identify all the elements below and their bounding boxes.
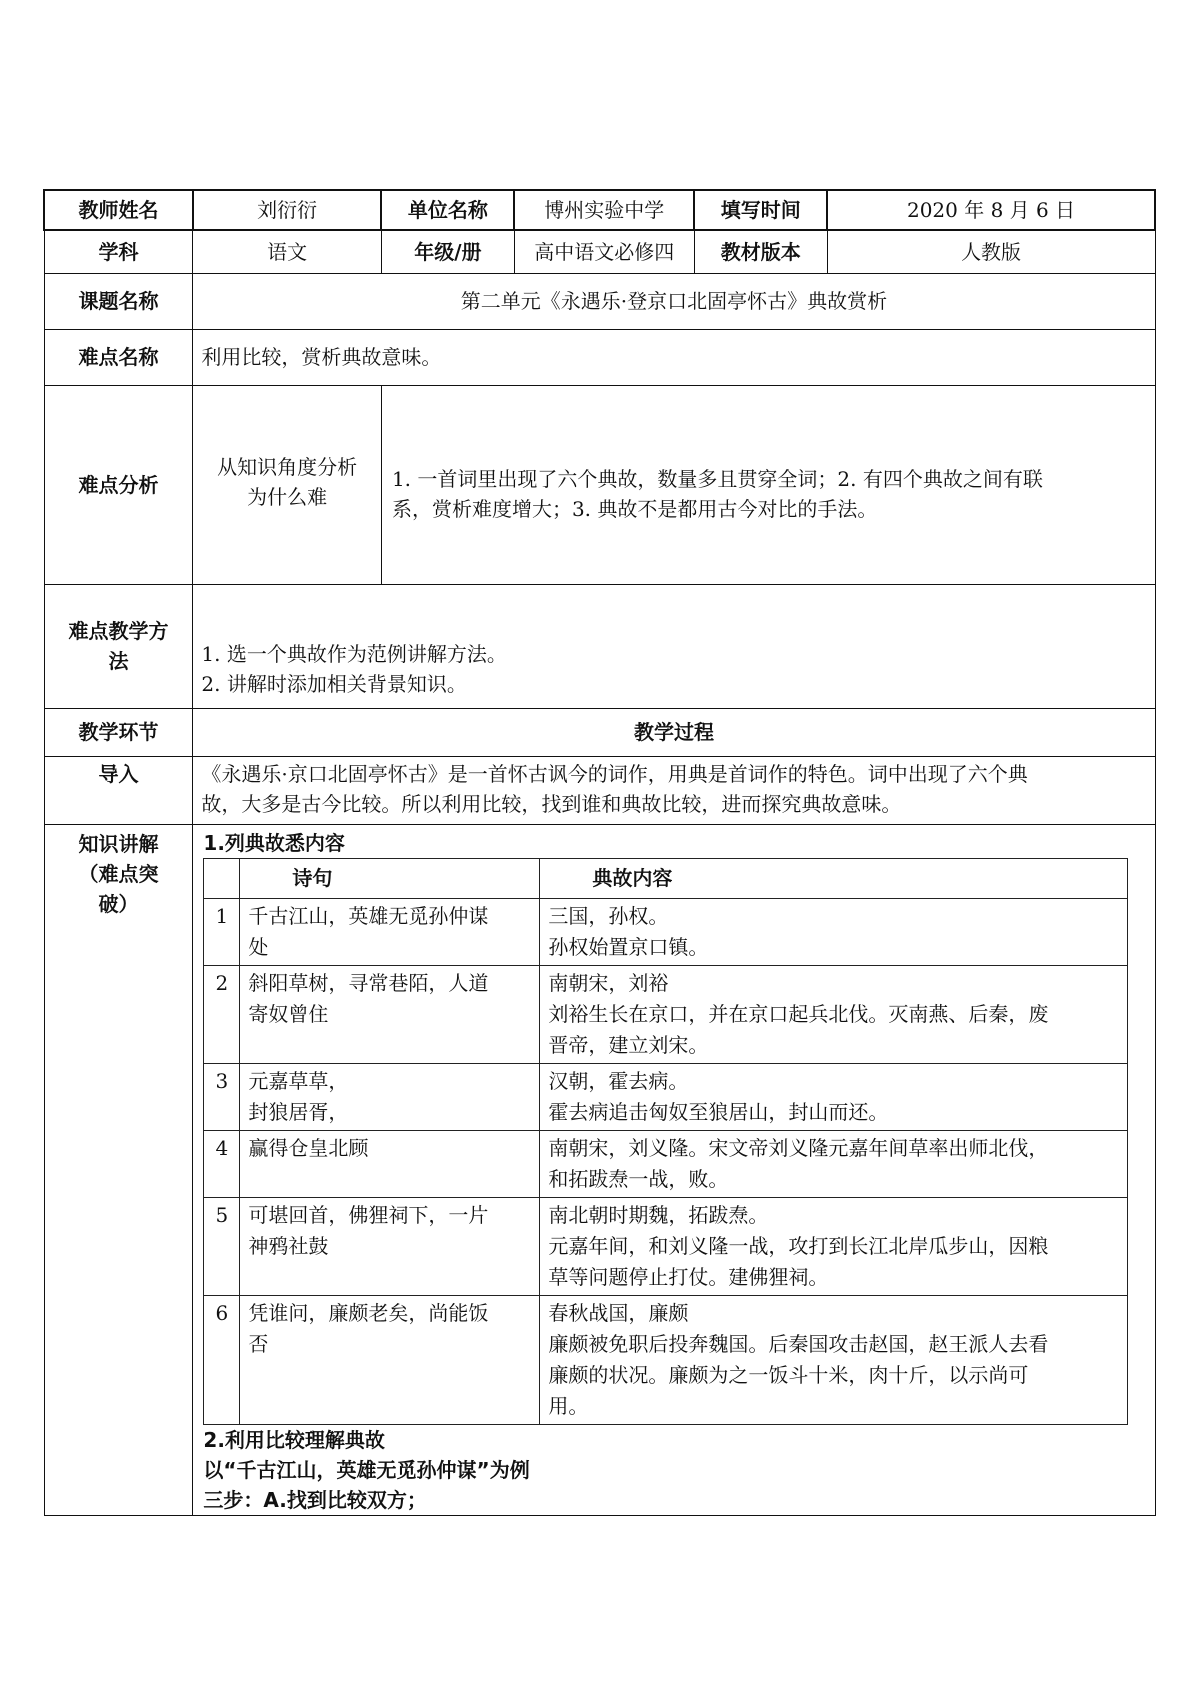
allusion-text-line: 和拓跋焘一战，败。 [548, 1166, 729, 1191]
topic-value: 第二单元《永遇乐·登京口北固亭怀古》典故赏析 [193, 273, 1155, 329]
analysis-value-line-2: 系，赏析难度增大；3. 典故不是都用古今对比的手法。 [391, 496, 878, 521]
section-1-title: 1.列典故悉内容 [203, 830, 345, 855]
method-label [44, 584, 193, 708]
allusion-row [204, 898, 1128, 965]
poem-line-cell [240, 1197, 540, 1295]
difficulty-value: 利用比较，赏析典故意味。 [193, 329, 1155, 385]
allusion-rows [204, 898, 1128, 1424]
allusion-content-cell [540, 1295, 1128, 1424]
intro-line-1: 《永遇乐·京口北固亭怀古》是一首怀古讽今的词作，用典是首词作的特色。词中出现了六个典 [201, 761, 1028, 786]
subject-label: 学科 [44, 230, 193, 273]
allusion-text-line: 南朝宋，刘裕 [548, 970, 669, 995]
process-header-row [44, 708, 1155, 756]
analysis-sub-label-line-2: 为什么难 [247, 484, 328, 509]
allusion-content-cell [540, 965, 1128, 1063]
allusion-content-cell [540, 1063, 1128, 1130]
poem-text-line: 凭谁问，廉颇老矣，尚能饭 [248, 1300, 489, 1325]
method-label-line-2: 法 [108, 649, 129, 673]
allusion-table [203, 858, 1128, 1425]
knowledge-label-line-2: （难点突 [78, 861, 159, 886]
allusion-row-number: 6 [204, 1295, 240, 1424]
edition-value: 人教版 [827, 230, 1155, 273]
allusion-row-number: 3 [204, 1063, 240, 1130]
knowledge-label-line-3: 破） [98, 891, 139, 916]
poem-text-line: 可堪回首，佛狸祠下，一片 [248, 1202, 489, 1227]
poem-text-line: 斜阳草树，寻常巷陌，人道 [248, 970, 489, 995]
topic-row [44, 273, 1155, 329]
analysis-value-line-1: 1. 一首词里出现了六个典故，数量多且贯穿全词；2. 有四个典故之间有联 [391, 466, 1043, 491]
subject-value: 语文 [193, 230, 382, 273]
allusion-content-cell [540, 1197, 1128, 1295]
method-line-2: 2. 讲解时添加相关背景知识。 [201, 671, 467, 696]
method-value [193, 584, 1155, 708]
allusion-text-line: 用。 [548, 1393, 589, 1418]
allusion-text-line: 霍去病追击匈奴至狼居山，封山而还。 [548, 1099, 889, 1124]
teacher-value: 刘衍衍 [193, 190, 382, 230]
allusion-column-header: 典故内容 [540, 858, 1128, 898]
poem-line-cell [240, 898, 540, 965]
edition-label: 教材版本 [694, 230, 827, 273]
difficulty-label: 难点名称 [44, 329, 193, 385]
poem-text-line: 封狼居胥， [248, 1099, 349, 1124]
allusion-table-header [204, 858, 1128, 898]
allusion-row-number: 5 [204, 1197, 240, 1295]
allusion-text-line: 南北朝时期魏，拓跋焘。 [548, 1202, 769, 1227]
allusion-row [204, 965, 1128, 1063]
analysis-sub-label [193, 385, 382, 584]
header-row-2 [44, 230, 1155, 273]
poem-text-line: 寄奴曾住 [248, 1001, 329, 1026]
allusion-row-number: 4 [204, 1130, 240, 1197]
header-num-cell [204, 858, 240, 898]
unit-value: 博州实验中学 [514, 190, 694, 230]
process-header-right: 教学过程 [193, 708, 1155, 756]
grade-label: 年级/册 [381, 230, 514, 273]
difficulty-row [44, 329, 1155, 385]
allusion-row-number: 1 [204, 898, 240, 965]
knowledge-label-line-1: 知识讲解 [78, 831, 159, 856]
allusion-text-line: 孙权始置京口镇。 [548, 934, 709, 959]
grade-value: 高中语文必修四 [514, 230, 694, 273]
poem-text-line: 否 [248, 1331, 269, 1356]
method-label-line-1: 难点教学方 [68, 619, 169, 643]
poem-text-line: 元嘉草草， [248, 1068, 349, 1093]
allusion-row [204, 1295, 1128, 1424]
date-label: 填写时间 [694, 190, 827, 230]
analysis-label: 难点分析 [44, 385, 193, 584]
allusion-text-line: 元嘉年间，和刘义隆一战，攻打到长江北岸瓜步山，因粮 [548, 1233, 1049, 1258]
section-2-example: 以“千古江山，英雄无觅孙仲谋”为例 [203, 1457, 530, 1482]
allusion-content-cell [540, 1130, 1128, 1197]
topic-label: 课题名称 [44, 273, 193, 329]
allusion-text-line: 汉朝，霍去病。 [548, 1068, 689, 1093]
allusion-content-cell [540, 898, 1128, 965]
analysis-row [44, 385, 1155, 584]
allusion-text-line: 刘裕生长在京口，并在京口起兵北伐。灭南燕、后秦，废 [548, 1001, 1049, 1026]
allusion-row [204, 1063, 1128, 1130]
poem-line-cell [240, 1130, 540, 1197]
allusion-text-line: 廉颇被免职后投奔魏国。后秦国攻击赵国，赵王派人去看 [548, 1331, 1049, 1356]
allusion-text-line: 春秋战国，廉颇 [548, 1300, 689, 1325]
section-2-title: 2.利用比较理解典故 [203, 1427, 385, 1452]
allusion-row-number: 2 [204, 965, 240, 1063]
poem-line-cell [240, 1295, 540, 1424]
allusion-text-line: 廉颇的状况。廉颇为之一饭斗十米，肉十斤，以示尚可 [548, 1362, 1029, 1387]
allusion-text-line: 南朝宋，刘义隆。宋文帝刘义隆元嘉年间草率出师北伐， [548, 1135, 1049, 1160]
intro-label: 导入 [44, 756, 193, 824]
method-line-1: 1. 选一个典故作为范例讲解方法。 [201, 641, 507, 666]
date-value: 2020 年 8 月 6 日 [827, 190, 1155, 230]
allusion-row [204, 1197, 1128, 1295]
poem-text-line: 千古江山，英雄无觅孙仲谋 [248, 903, 489, 928]
allusion-text-line: 晋帝，建立刘宋。 [548, 1032, 709, 1057]
poem-text-line: 赢得仓皇北顾 [248, 1135, 369, 1160]
knowledge-content [193, 824, 1155, 1515]
allusion-text-line: 草等问题停止打仗。建佛狸祠。 [548, 1264, 829, 1289]
analysis-sub-label-line-1: 从知识角度分析 [217, 454, 358, 479]
lesson-plan-table [43, 189, 1156, 1516]
header-row-1 [44, 190, 1155, 230]
intro-row [44, 756, 1155, 824]
poem-line-cell [240, 965, 540, 1063]
section-2-step: 三步：A.找到比较双方； [203, 1487, 427, 1512]
poem-line-cell [240, 1063, 540, 1130]
knowledge-row [44, 824, 1155, 1515]
method-row [44, 584, 1155, 708]
analysis-value [381, 385, 1155, 584]
intro-value [193, 756, 1155, 824]
allusion-text-line: 三国，孙权。 [548, 903, 669, 928]
teacher-label: 教师姓名 [44, 190, 193, 230]
allusion-row [204, 1130, 1128, 1197]
poem-column-header: 诗句 [240, 858, 540, 898]
knowledge-label [44, 824, 193, 1515]
process-header-left: 教学环节 [44, 708, 193, 756]
unit-label: 单位名称 [381, 190, 514, 230]
intro-line-2: 故，大多是古今比较。所以利用比较，找到谁和典故比较，进而探究典故意味。 [201, 791, 902, 816]
poem-text-line: 神鸦社鼓 [248, 1233, 329, 1258]
poem-text-line: 处 [248, 934, 269, 959]
